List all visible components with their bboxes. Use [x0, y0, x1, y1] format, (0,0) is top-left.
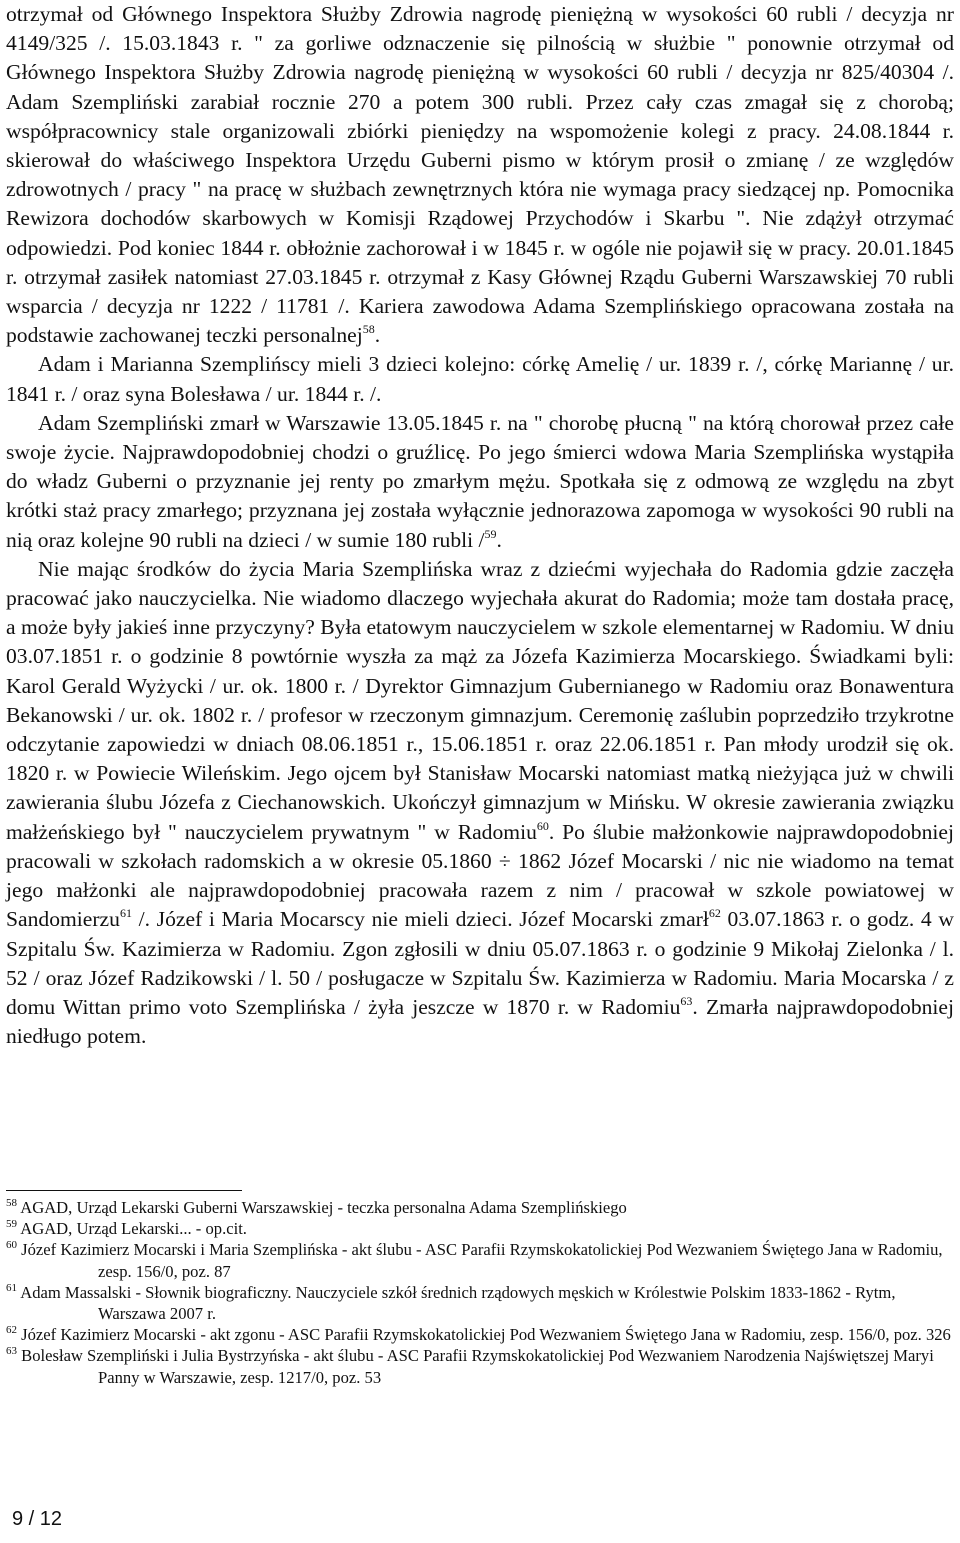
paragraph-3	[6, 409, 954, 555]
text-run: .	[496, 527, 502, 552]
footnote-text: Adam Massalski - Słownik biograficzny. Nauczyciele szkół średnich rządowych męskich w Królestwie Polskim 1833-1862 - Rytm, Warszawa 2007 r.	[20, 1282, 896, 1324]
footnote-58	[6, 1197, 954, 1218]
paragraph-4	[6, 555, 954, 1051]
footnotes-section	[6, 1190, 954, 1388]
footnote-62	[6, 1324, 954, 1345]
footnote-text: Józef Kazimierz Mocarski - akt zgonu - ASC Parafii Rzymskokatolickiej Pod Wezwaniem Świętego Jana w Radomiu, zesp. 156/0, poz. 326	[21, 1325, 951, 1345]
footnote-number: 61	[6, 1281, 17, 1294]
text-run: Adam i Marianna Szemplińscy mieli 3 dzieci kolejno: córkę Amelię / ur. 1839 r. /, córkę Mariannę / ur. 1841 r. / oraz syna Bolesława / ur. 1844 r. /.	[6, 352, 954, 406]
text-run: .	[374, 323, 381, 348]
footnote-60	[6, 1239, 954, 1281]
page-number: 9 / 12	[12, 1508, 63, 1530]
footnote-number: 62	[6, 1324, 17, 1337]
footnote-number: 59	[6, 1218, 17, 1231]
footnote-number: 63	[6, 1345, 17, 1358]
text-run: otrzymał od Głównego Inspektora Służby Zdrowia nagrodę pieniężną w wysokości 60 rubli / decyzja nr 4149/325 /. 15.03.1843 r. " za gorliwe odznaczenie się pilnością w służbie " ponownie otrzymał od Głównego Inspektora Służby Zdrowia nagrodę pieniężną w wysokości 60 rubli / decyzja nr 825/40304 /. Adam Szempliński zarabiał rocznie 270 a potem 300 rubli. Przez cały czas zmagał się z chorobą; współpracownicy stale organizowali zbiórki pieniędzy na wspomożenie kolegi z pracy. 24.08.1844 r. skierował do właściwego Inspektora Urzędu Guberni pismo w którym prosił o zmianę / ze względów zdrowotnych / pracy " na pracę w służbach zewnętrznych która nie wymaga pracy siedzącej np. Pomocnika Rewizora dochodów skarbowych w Komisji Rządowej Przychodów i Skarbu ". Nie zdążył otrzymać odpowiedzi. Pod koniec 1844 r. obłożnie zachorował i w 1845 r. w ogóle nie pojawił się w pracy. 20.01.1845 r. otrzymał zasiłek natomiast 27.03.1845 r. otrzymał z Kasy Głównej Rządu Guberni Warszawskiej 70 rubli wsparcia / decyzja nr 1222 / 11781 /. Kariera zawodowa Adama Szemplińskiego opracowana została na podstawie zachowanej teczki personalnej	[6, 2, 954, 348]
footnote-59	[6, 1218, 954, 1239]
text-run: 03.07.1863 r. o godz. 4 w Szpitalu Św. Kazimierza w Radomiu. Zgon zgłosili w dniu 05.07.1863 r. o godzinie 9 Mikołaj Zielonka / l. 52 / oraz Józef Radzikowski / l. 50 / posługacze w Szpitalu Św. Kazimierza w Radomiu. Maria Mocarska / z domu Wittan primo voto Szemplińska / żyła jeszcze w 1870 r. w Radomiu	[6, 907, 954, 1019]
text-run: Nie mając środków do życia Maria Szemplińska wraz z dziećmi wyjechała do Radomia gdzie zaczęła pracować jako nauczycielka. Nie wiadomo dlaczego wyjechała akurat do Radomia; może tam dostała pracę, a może były jakieś inne przyczyny? Była etatowym nauczycielem w szkole elementarnej w Radomiu. W dniu 03.07.1851 r. o godzinie 8 powtórnie wyszła za mąż za Józefa Kazimierza Mocarskiego. Świadkami byli: Karol Gerald Wyżycki / ur. ok. 1800 r. / Dyrektor Gimnazjum Gubernianego w Radomiu oraz Bonawentura Bekanowski / ur. ok. 1802 r. / profesor w rzeczonym gimnazjum. Ceremonię zaślubin poprzedziło trzykrotne odczytanie zapowiedzi w dniach 08.06.1851 r., 15.06.1851 r. oraz 22.06.1851 r. Pan młody urodził się ok. 1820 r. w Powiecie Wileńskim. Jego ojcem był Stanisław Mocarski natomiast matką nieżyjąca już w chwili zawierania ślubu Józefa z Ciechanowskich. Ukończył gimnazjum w Mińsku. W okresie zawierania związku małżeńskiego był " nauczycielem prywatnym " w Radomiu	[6, 556, 954, 844]
footnote-divider	[6, 1190, 242, 1191]
footnote-ref-60: 60	[536, 818, 549, 833]
footnote-ref-61: 61	[119, 906, 132, 921]
main-text	[6, 0, 954, 1051]
footnote-text: AGAD, Urząd Lekarski Guberni Warszawskiej - teczka personalna Adama Szemplińskiego	[20, 1198, 627, 1217]
footnote-ref-62: 62	[708, 906, 721, 921]
footnote-text: Józef Kazimierz Mocarski i Maria Szemplińska - akt ślubu - ASC Parafii Rzymskokatolickiej Pod Wezwaniem Świętego Jana w Radomiu, zesp. 156/0, poz. 87	[21, 1240, 943, 1281]
footnote-ref-59: 59	[484, 526, 497, 541]
footnote-text: AGAD, Urząd Lekarski... - op.cit.	[20, 1219, 247, 1239]
footnote-number: 60	[6, 1239, 17, 1252]
text-run: /. Józef i Maria Mocarscy nie mieli dzieci. Józef Mocarski zmarł	[131, 907, 709, 932]
footnote-ref-63: 63	[680, 993, 693, 1008]
footnote-number: 58	[6, 1197, 17, 1209]
text-run: . Zmarła najprawdopodobniej niedługo potem.	[6, 994, 954, 1049]
text-run: . Po ślubie małżonkowie najprawdopodobniej pracowali w szkołach radomskich a w okresie 05.1860 ÷ 1862 Józef Mocarski / nic nie wiadomo na temat jego małżonki ale najprawdopodobniej pracowała razem z nim / pracował w szkole powiatowej w Sandomierzu	[6, 819, 954, 932]
footnote-63	[6, 1345, 954, 1387]
text-run: Adam Szempliński zmarł w Warszawie 13.05.1845 r. na " chorobę płucną " na którą chorował przez całe swoje życie. Najprawdopodobniej chodzi o gruźlicę. Po jego śmierci wdowa Maria Szemplińska wystąpiła do władz Guberni o przyznanie jej renty po zmarłym mężu. Spotkała się z odmową ze względu na zbyt krótki staż pracy zmarłego; przyznana jej została wyłącznie jednorazowa zapomoga w wysokości 90 rubli na nią oraz kolejne 90 rubli na dzieci / w sumie 180 rubli /	[6, 410, 954, 552]
footnote-61	[6, 1282, 954, 1324]
footnote-text: Bolesław Szempliński i Julia Bystrzyńska - akt ślubu - ASC Parafii Rzymskokatolickiej Pod Wezwaniem Narodzenia Najświętszej Maryi Panny w Warszawie, zesp. 1217/0, poz. 53	[21, 1346, 934, 1387]
footnote-ref-58: 58	[362, 322, 375, 337]
paragraph-2	[6, 350, 954, 408]
paragraph-1	[6, 0, 954, 350]
